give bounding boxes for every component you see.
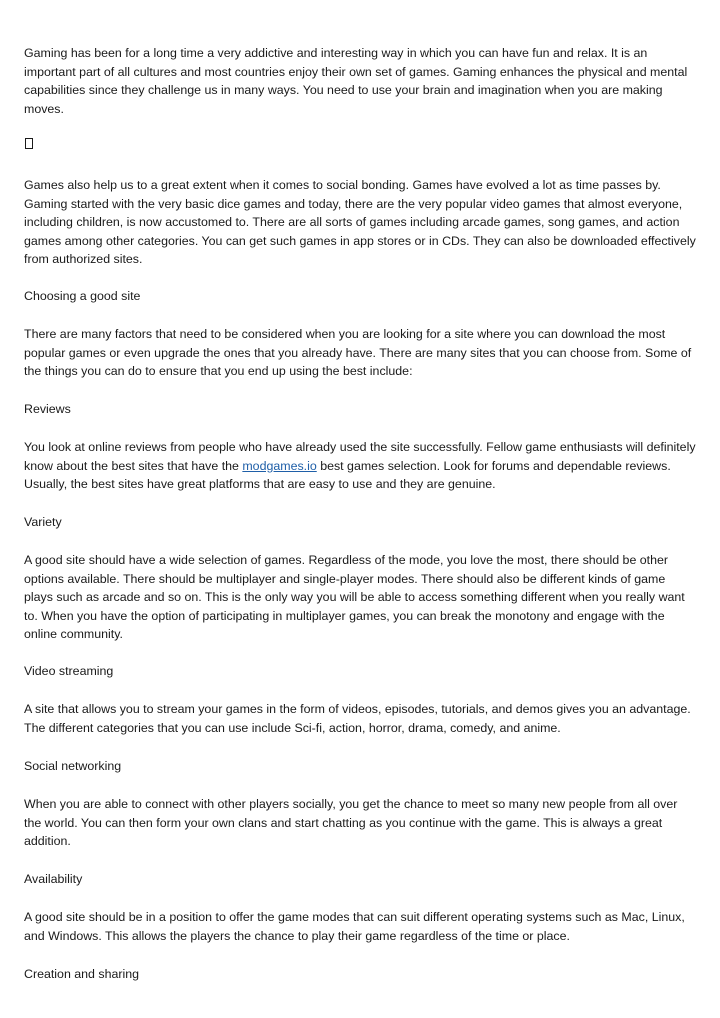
missing-glyph-icon — [25, 138, 33, 149]
creation-sharing-heading: Creation and sharing — [24, 967, 140, 981]
video-streaming-paragraph: A site that allows you to stream your games in the form of videos, episodes, tutorials, and demos gives you an advantage. The different categories that you can use include Sci-fi, action, horror, drama, comedy, and anime. — [24, 702, 691, 735]
video-streaming-heading: Video streaming — [24, 664, 114, 678]
reviews-text-after-link: best games selection. Look for forums and dependable reviews. Usually, the best sites have great platforms that are easy to use and they are genuine. — [24, 458, 671, 492]
variety-heading: Variety — [24, 515, 62, 529]
social-networking-heading: Social networking — [24, 759, 122, 773]
availability-paragraph: A good site should be in a position to offer the game modes that can suit different operating systems such as Mac, Linux, and Windows. This allows the players the chance to play their game regardless of the time or place. — [24, 910, 685, 943]
missing-glyph-line — [24, 136, 696, 155]
variety-paragraph: A good site should have a wide selection of games. Regardless of the mode, you love the most, there should be other options available. There should be multiplayer and single-player modes. There should also be different kinds of game plays such as arcade and so on. This is the only way you will be able to access something different when you really want to. When you have the option of participating in multiplayer games, you can break the monotony and engage with the online community. — [24, 553, 685, 642]
reviews-paragraph — [24, 438, 696, 494]
reviews-text-before-link: You look at online reviews from people who have already used the site successfully. Fellow game enthusiasts will definitely know about the best sites that have the — [24, 440, 696, 473]
social-bonding-paragraph: Games also help us to a great extent when it comes to social bonding. Games have evolved a lot as time passes by. Gaming started with the very basic dice games and today, there are the very popular video games that almost everyone, including children, is now accustomed to. There are all sorts of games including arcade games, song games, and action games among other categories. You can get such games in app stores or in CDs. They can also be downloaded effectively from authorized sites. — [24, 178, 696, 267]
reviews-heading: Reviews — [24, 402, 71, 416]
social-networking-paragraph: When you are able to connect with other players socially, you get the chance to meet so many new people from all over the world. You can then form your own clans and start chatting as you continue with the game. This is always a great addition. — [24, 797, 678, 849]
choosing-site-heading: Choosing a good site — [24, 289, 141, 303]
availability-heading: Availability — [24, 872, 83, 886]
choosing-site-paragraph: There are many factors that need to be considered when you are looking for a site where you can download the most popular games or even upgrade the ones that you already have. There are many sites that you can choose from. Some of the things you can do to ensure that you end up using the best include: — [24, 327, 692, 379]
modgames-link[interactable]: modgames.io — [242, 458, 317, 473]
intro-paragraph: Gaming has been for a long time a very addictive and interesting way in which you can have fun and relax. It is an important part of all cultures and most countries enjoy their own set of games. Gaming enhances the physical and mental capabilities since they challenge us in many ways. You need to use your brain and imagination when you are making moves. — [24, 46, 688, 116]
